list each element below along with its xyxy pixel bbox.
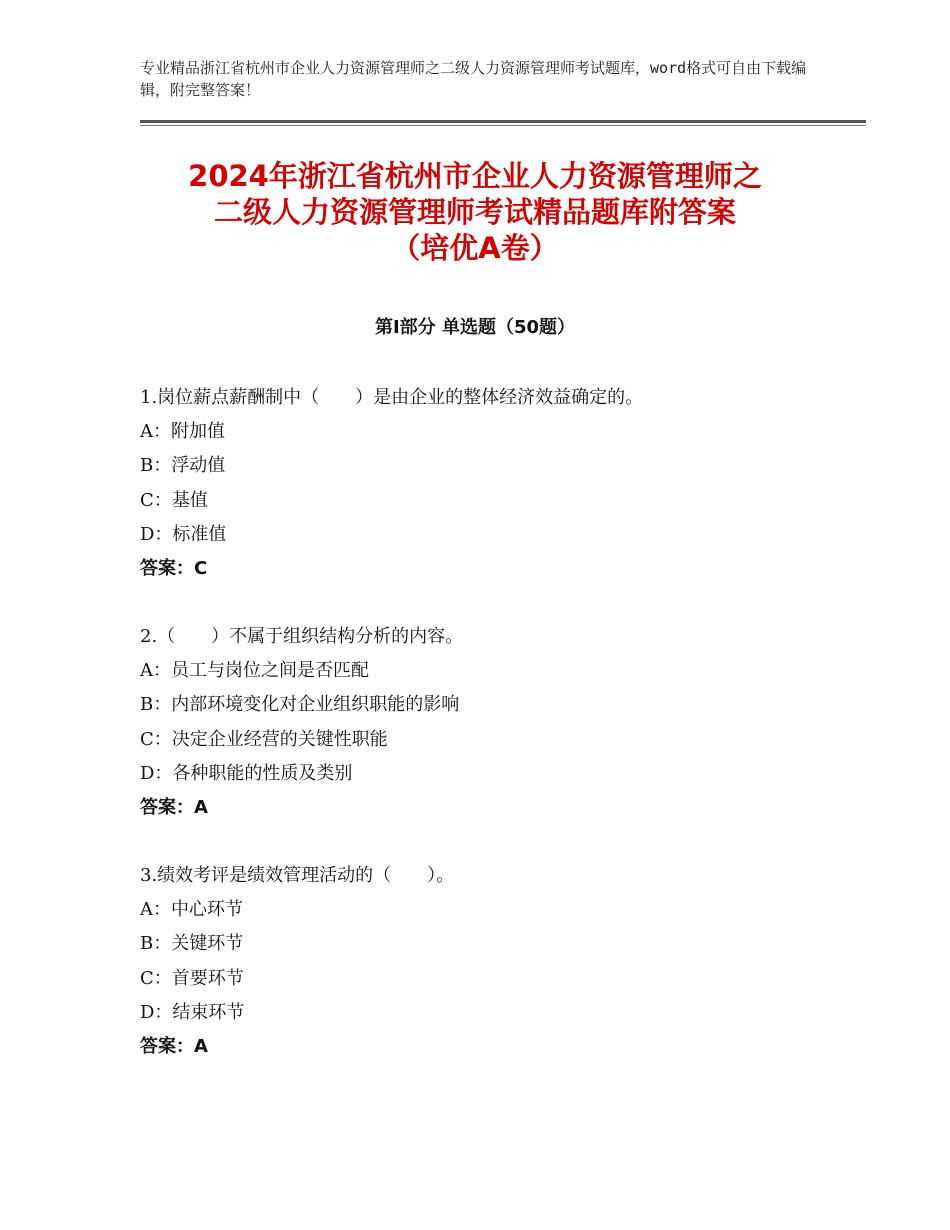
section-title: 第Ⅰ部分 单选题（50题）	[374, 317, 575, 338]
option-d: D：各种职能的性质及类别	[140, 762, 353, 784]
title-line-2: 二级人力资源管理师考试精品题库附答案	[213, 195, 736, 229]
question-stem: 3.绩效考评是绩效管理活动的（ ）。	[140, 865, 455, 886]
option-b: B：内部环境变化对企业组织职能的影响	[140, 694, 460, 716]
option-a: A：中心环节	[140, 899, 243, 921]
title-line-1: 2024年浙江省杭州市企业人力资源管理师之	[188, 159, 762, 193]
header-rule-thin	[140, 125, 866, 126]
option-b: B：关键环节	[140, 933, 244, 955]
option-c: C：首要环节	[140, 967, 244, 989]
title-line-3: （培优A卷）	[391, 231, 559, 265]
answer: 答案：A	[140, 1035, 208, 1057]
option-c: C：决定企业经营的关键性职能	[140, 728, 388, 750]
question-2	[140, 620, 860, 825]
option-c: C：基值	[140, 489, 208, 511]
answer: 答案：A	[140, 796, 208, 818]
question-3	[140, 859, 860, 1064]
header-note: 专业精品浙江省杭州市企业人力资源管理师之二级人力资源管理师考试题库，word格式可自由下载编辑，附完整答案！	[140, 59, 807, 99]
header-rule	[140, 120, 866, 123]
question-1	[140, 381, 860, 586]
document-title	[100, 158, 850, 266]
question-stem: 1.岗位薪点薪酬制中（ ）是由企业的整体经济效益确定的。	[140, 387, 644, 408]
answer: 答案：C	[140, 557, 208, 579]
option-d: D：标准值	[140, 523, 227, 545]
option-b: B：浮动值	[140, 455, 226, 477]
option-d: D：结束环节	[140, 1001, 245, 1023]
option-a: A：员工与岗位之间是否匹配	[140, 660, 369, 682]
question-stem: 2.（ ）不属于组织结构分析的内容。	[140, 626, 464, 647]
option-a: A：附加值	[140, 421, 225, 443]
